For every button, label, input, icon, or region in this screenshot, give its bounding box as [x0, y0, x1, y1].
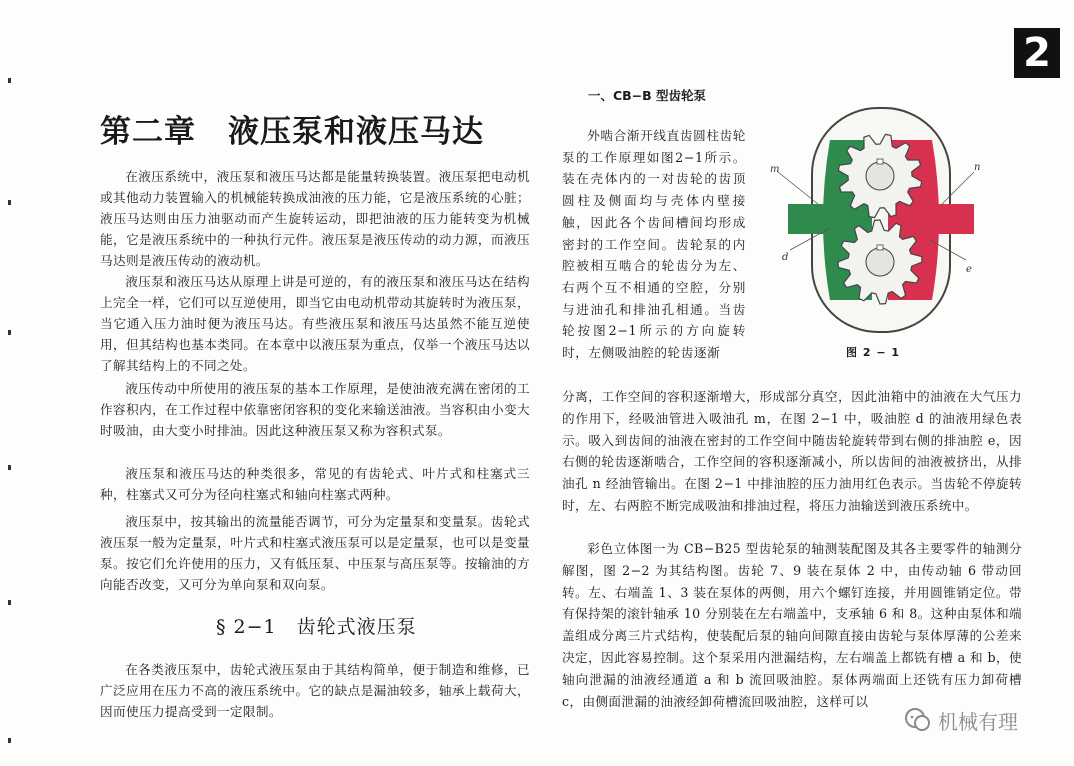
shaft-keyway — [877, 245, 883, 250]
paragraph: 液压泵中，按其输出的流量能否调节，可分为定量泵和变量泵。齿轮式液压泵一般为定量泵，叶片式和柱塞式液压泵可以是定量泵，也可以是变量泵。按它们允许使用的压力，又有低压泵、中压泵与高压泵等。按输油的方向能否改变，又可分为单向泵和双向泵。 — [100, 514, 530, 592]
paragraph: 液压泵和液压马达从原理上讲是可逆的，有的液压泵和液压马达在结构上完全一样，它们可以互逆使用，即当它由电动机带动其旋转时为液压泵，当它通入压力油时便为液压马达。有些液压泵和液压马达虽然不能互逆使用，但其结构也基本类同。在本章中以液压泵为重点，仅举一个液压马达以了解其结构上的不同之处。 — [100, 274, 530, 373]
watermark-text: 机械有理 — [938, 709, 1018, 734]
outlet-port — [938, 204, 974, 234]
label-e: e — [966, 264, 972, 275]
label-n: n — [974, 162, 981, 173]
watermark — [904, 704, 1018, 736]
paragraph: 在各类液压泵中，齿轮式液压泵由于其结构简单，便于制造和维修，已广泛应用在压力不高的液压系统中。它的缺点是漏油较多，轴承上载荷大，因而使压力提高受到一定限制。 — [100, 662, 530, 719]
gear-shaft — [866, 162, 894, 190]
margin-mark — [8, 200, 11, 205]
margin-mark — [8, 738, 11, 743]
subsection-heading: 一、CB−B 型齿轮泵 — [588, 88, 707, 103]
shaft-keyway — [877, 159, 883, 164]
margin-mark — [8, 330, 11, 335]
wrapped-paragraph: 外啮合渐开线直齿圆柱齿轮泵的工作原理如图2−1所示。装在壳体内的一对齿轮的齿顶圆柱及侧面均与壳体内壁接触，因此各个齿间槽间均形成密封的工作空间。齿轮泵的内腔被相互啮合的轮齿分为左、右两个互不相通的空腔，分别与进油孔和排油孔相通。当齿轮按图2−1所示的方向旋转时，左侧吸油腔的轮齿逐渐 — [562, 128, 746, 361]
gear-pump-figure — [760, 100, 990, 340]
margin-mark — [8, 465, 11, 470]
gear-shaft — [866, 248, 894, 276]
chapter-title: 第二章 液压泵和液压马达 — [100, 114, 484, 150]
inlet-port — [788, 204, 824, 234]
section-heading: § 2−1 齿轮式液压泵 — [216, 616, 417, 638]
label-m: m — [770, 164, 780, 175]
paragraph: 液压传动中所使用的液压泵的基本工作原理，是使油液充满在密闭的工作容积内，在工作过程中依靠密闭容积的变化来输送油液。当容积由小变大时吸油，由大变小时排油。因此这种液压泵又称为容积式泵。 — [100, 381, 530, 438]
margin-mark — [8, 600, 11, 605]
paragraph: 在液压系统中，液压泵和液压马达都是能量转换装置。液压泵把电动机或其他动力装置输入的机械能转换成油液的压力能，它是液压系统的心脏；液压马达则由压力油驱动而产生旋转运动，即把油液的压力能转变为机械能，它是液压系统中的一种执行元件。液压泵是液压传动的动力源，而液压马达则是液压传动的液动机。 — [100, 169, 530, 268]
margin-mark — [8, 78, 11, 83]
paragraph: 液压泵和液压马达的种类很多，常见的有齿轮式、叶片式和柱塞式三种，柱塞式又可分为径向柱塞式和轴向柱塞式两种。 — [100, 466, 530, 502]
paragraph: 彩色立体图一为 CB−B25 型齿轮泵的轴测装配图及其各主要零件的轴测分解图，图 2−2 为其结构图。齿轮 7、9 装在泵体 2 中，由传动轴 6 带动回转。左、右端盖 1、3 装在泵体的两侧，用六个螺钉连接，并用圆锥销定位。带有保持架的滚针轴承 10 分别装在左右端盖中，支承轴 6 和 8。这种由泵体和端盖组成分离三片式结构，使装配后泵的轴向间隙直接由齿轮与泵体厚薄的公差来决定，因此容易控制。这个泵采用内泄漏结构，左右端盖上都铣有槽 a 和 b，使轴向泄漏的油液经通道 a 和 b 流回吸油腔。泵体两端面上还铣有压力卸荷槽 c，由侧面泄漏的油液经卸荷槽流回吸油腔，这样可以 — [562, 541, 1022, 709]
label-d: d — [782, 252, 789, 263]
wechat-icon — [904, 706, 932, 734]
paragraph: 分离，工作空间的容积逐渐增大，形成部分真空，因此油箱中的油液在大气压力的作用下，经吸油管进入吸油孔 m，在图 2−1 中，吸油腔 d 的油液用绿色表示。吸入到齿间的油液在密封的工作空间中随齿轮旋转带到右侧的排油腔 e，因右侧的轮齿逐渐啮合，工作空间的容积逐渐减小，所以齿间的油液被挤出，从排油孔 n 经油管输出。在图 2−1 中排油腔的压力油用红色表示。当齿轮不停旋转时，左、右两腔不断完成吸油和排油过程，将压力油输送到液压系统中。 — [562, 389, 1022, 513]
upper-gear — [838, 134, 921, 217]
page-number-tab: 2 — [1014, 28, 1060, 78]
figure-caption: 图 2 − 1 — [846, 346, 901, 359]
